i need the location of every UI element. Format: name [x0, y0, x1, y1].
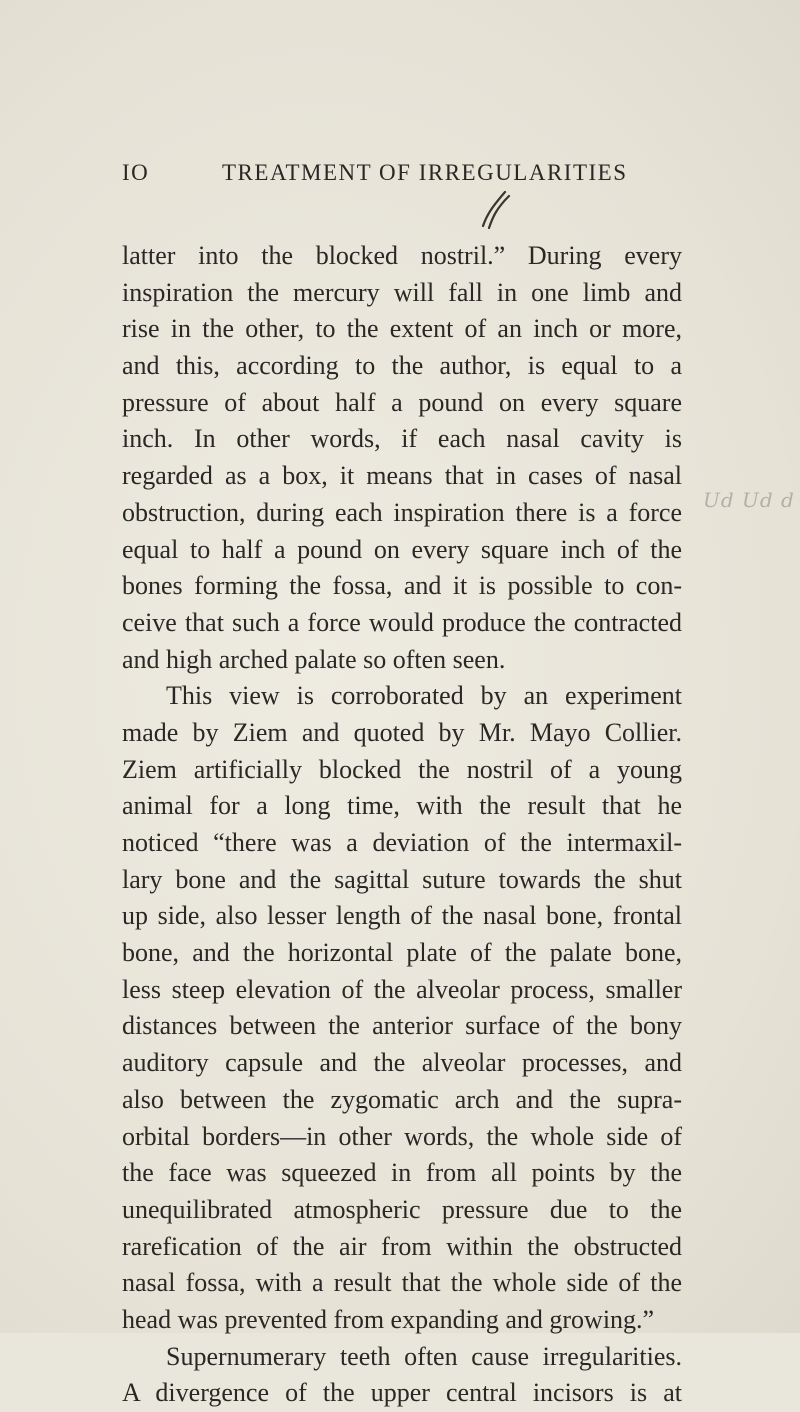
- text-line: ceive that such a force would produce the contracted: [122, 607, 682, 637]
- text-line: A divergence of the upper central incisors is at: [122, 1378, 682, 1408]
- text-line: auditory capsule and the alveolar processes, and: [122, 1048, 682, 1078]
- paragraph-end-line: and high arched palate so often seen.: [122, 644, 506, 674]
- paragraph-start-line: Supernumerary teeth often cause irregularities.: [166, 1341, 682, 1371]
- running-head: TREATMENT OF IRREGULARITIES: [222, 160, 628, 185]
- text-line: rise in the other, to the extent of an inch or more,: [122, 314, 682, 344]
- text-line: regarded as a box, it means that in cases of nasal: [122, 461, 682, 491]
- text-line: inch. In other words, if each nasal cavity is: [122, 424, 682, 454]
- text-line: orbital borders—in other words, the whole side of: [122, 1121, 682, 1151]
- text-line: bone, and the horizontal plate of the palate bone,: [122, 938, 682, 968]
- text-line: equal to half a pound on every square inch of the: [122, 534, 682, 564]
- body-text: [122, 238, 682, 1412]
- text-line: the face was squeezed in from all points by the: [122, 1158, 682, 1188]
- text-line: unequilibrated atmospheric pressure due to the: [122, 1194, 682, 1224]
- text-line: Ziem artificially blocked the nostril of a young: [122, 754, 682, 784]
- text-line: obstruction, during each inspiration there is a force: [122, 497, 682, 527]
- bleed-through-marginalia: Ud Ud d: [703, 488, 795, 512]
- text-line: up side, also lesser length of the nasal bone, frontal: [122, 901, 682, 931]
- text-line: bones forming the fossa, and it is possible to con-: [122, 571, 682, 601]
- page-number: IO: [122, 160, 150, 185]
- text-line: rarefication of the air from within the obstructed: [122, 1231, 682, 1261]
- text-line: inspiration the mercury will fall in one limb and: [122, 277, 682, 307]
- text-line: pressure of about half a pound on every square: [122, 387, 682, 417]
- page-header: [122, 160, 682, 186]
- text-line: less steep elevation of the alveolar process, smaller: [122, 974, 682, 1004]
- handwritten-ink-mark: [475, 186, 515, 234]
- text-line: lary bone and the sagittal suture towards the shut: [122, 864, 682, 894]
- paragraph-end-line: head was prevented from expanding and growing.”: [122, 1304, 655, 1334]
- text-line: distances between the anterior surface of the bony: [122, 1011, 682, 1041]
- text-line: and this, according to the author, is equal to a: [122, 351, 682, 381]
- text-line: also between the zygomatic arch and the supra-: [122, 1084, 682, 1114]
- text-line: animal for a long time, with the result that he: [122, 791, 682, 821]
- text-line: latter into the blocked nostril.” During every: [122, 241, 682, 270]
- text-line: nasal fossa, with a result that the whole side of the: [122, 1268, 682, 1298]
- paragraph-start-line: This view is corroborated by an experiment: [166, 681, 682, 711]
- text-line: made by Ziem and quoted by Mr. Mayo Collier.: [122, 717, 682, 747]
- text-line: noticed “there was a deviation of the intermaxil-: [122, 828, 682, 857]
